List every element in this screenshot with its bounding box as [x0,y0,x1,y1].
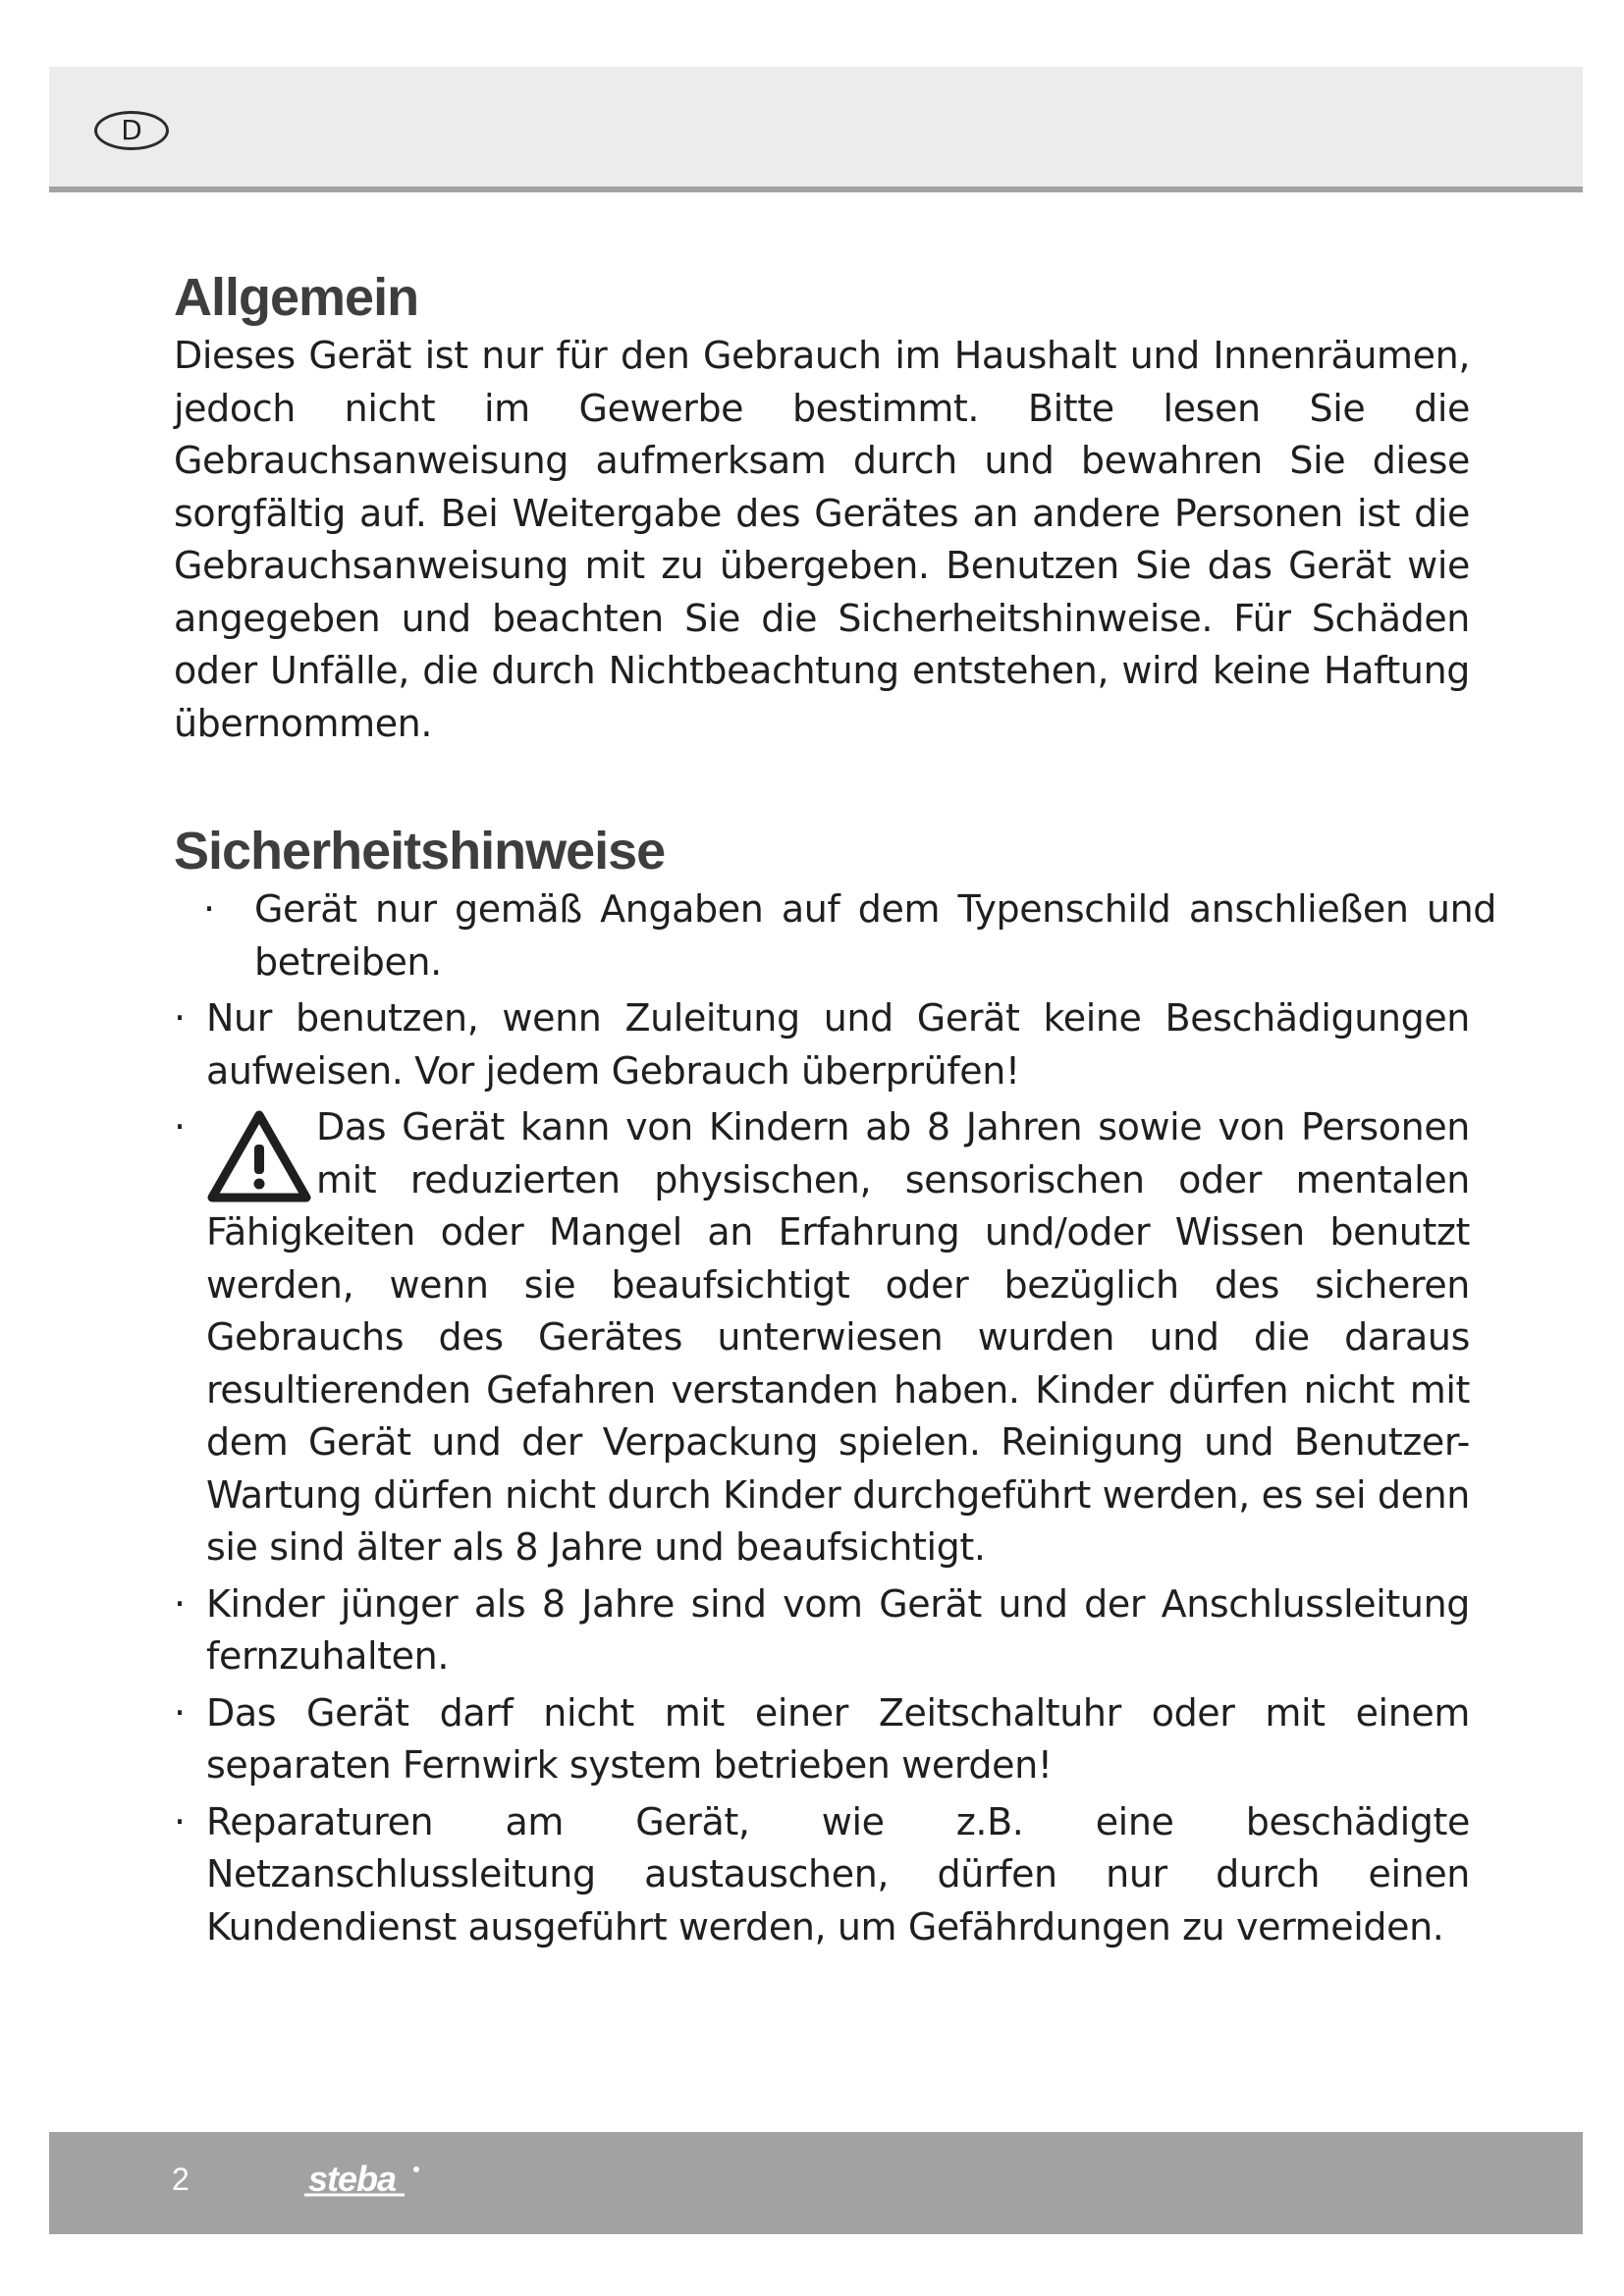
svg-text:steba: steba [308,2159,397,2199]
safety-item-3 [174,1101,1470,1575]
safety-list [174,883,1496,1953]
safety-item-4 [174,1578,1470,1683]
section-title-safety: Sicherheitshinweise [174,822,666,881]
page-header [49,67,1583,192]
safety-item-text: Gerät nur gemäß Angaben auf dem Typenschild anschließen und betreiben. [254,887,1496,984]
safety-item-2 [174,992,1470,1097]
safety-item-text: Kinder jünger als 8 Jahre sind vom Gerät und der Anschlussleitung fernzuhalten. [206,1581,1470,1678]
general-paragraph: Dieses Gerät ist nur für den Gebrauch im Haushalt und Innenräumen, jedoch nicht im Gewerbe bestimmt. Bitte lesen Sie die Gebrauchsanweisung aufmerksam durch und bewahren Sie diese sorgfältig auf. Bei Weitergabe des Gerätes an andere Personen ist die Gebrauchsanweisung mit zu übergeben. Benutzen Sie das Gerät wie angegeben und beachten Sie die Sicherheitshinweise. Für Schäden oder Unfälle, die durch Nichtbeachtung entstehen, wird keine Haftung übernommen. [174,334,1470,745]
section-title-general: Allgemein [174,268,419,327]
safety-item-text: Das Gerät darf nicht mit einer Zeitschaltuhr oder mit einem separaten Fernwirk system betrieben werden! [206,1690,1470,1787]
steba-logo [257,2154,473,2213]
safety-item-text: Reparaturen am Gerät, wie z.B. eine beschädigte Netzanschlussleitung austauschen, dürfen nur durch einen Kundendienst ausgeführt werden, um Gefährdungen zu vermeiden. [206,1799,1470,1949]
safety-item-text: Das Gerät kann von Kindern ab 8 Jahren sowie von Personen mit reduzierten physischen, sensorischen oder mentalen Fähigkeiten oder Mangel an Erfahrung und/oder Wissen benutzt werden, wenn sie beaufsichtigt oder bezüglich des sicheren Gebrauchs des Gerätes unterwiesen wurden und die daraus resultierenden Gefahren verstanden haben. Kinder dürfen nicht mit dem Gerät und der Verpackung spielen. Reinigung und Benutzer-Wartung dürfen nicht durch Kinder durchgeführt werden, es sei denn sie sind älter als 8 Jahre und beaufsichtigt. [206,1105,1470,1569]
page-footer [49,2132,1583,2234]
page-content [174,267,1496,1957]
safety-item-6 [174,1796,1470,1954]
safety-item-5 [174,1687,1470,1792]
safety-item-1 [174,883,1496,988]
warning-triangle-icon [206,1107,312,1205]
language-badge: D [94,111,169,150]
safety-item-text: Nur benutzen, wenn Zuleitung und Gerät keine Beschädigungen aufweisen. Vor jedem Gebrauch überprüfen! [206,996,1470,1093]
page-number: 2 [172,2162,189,2197]
